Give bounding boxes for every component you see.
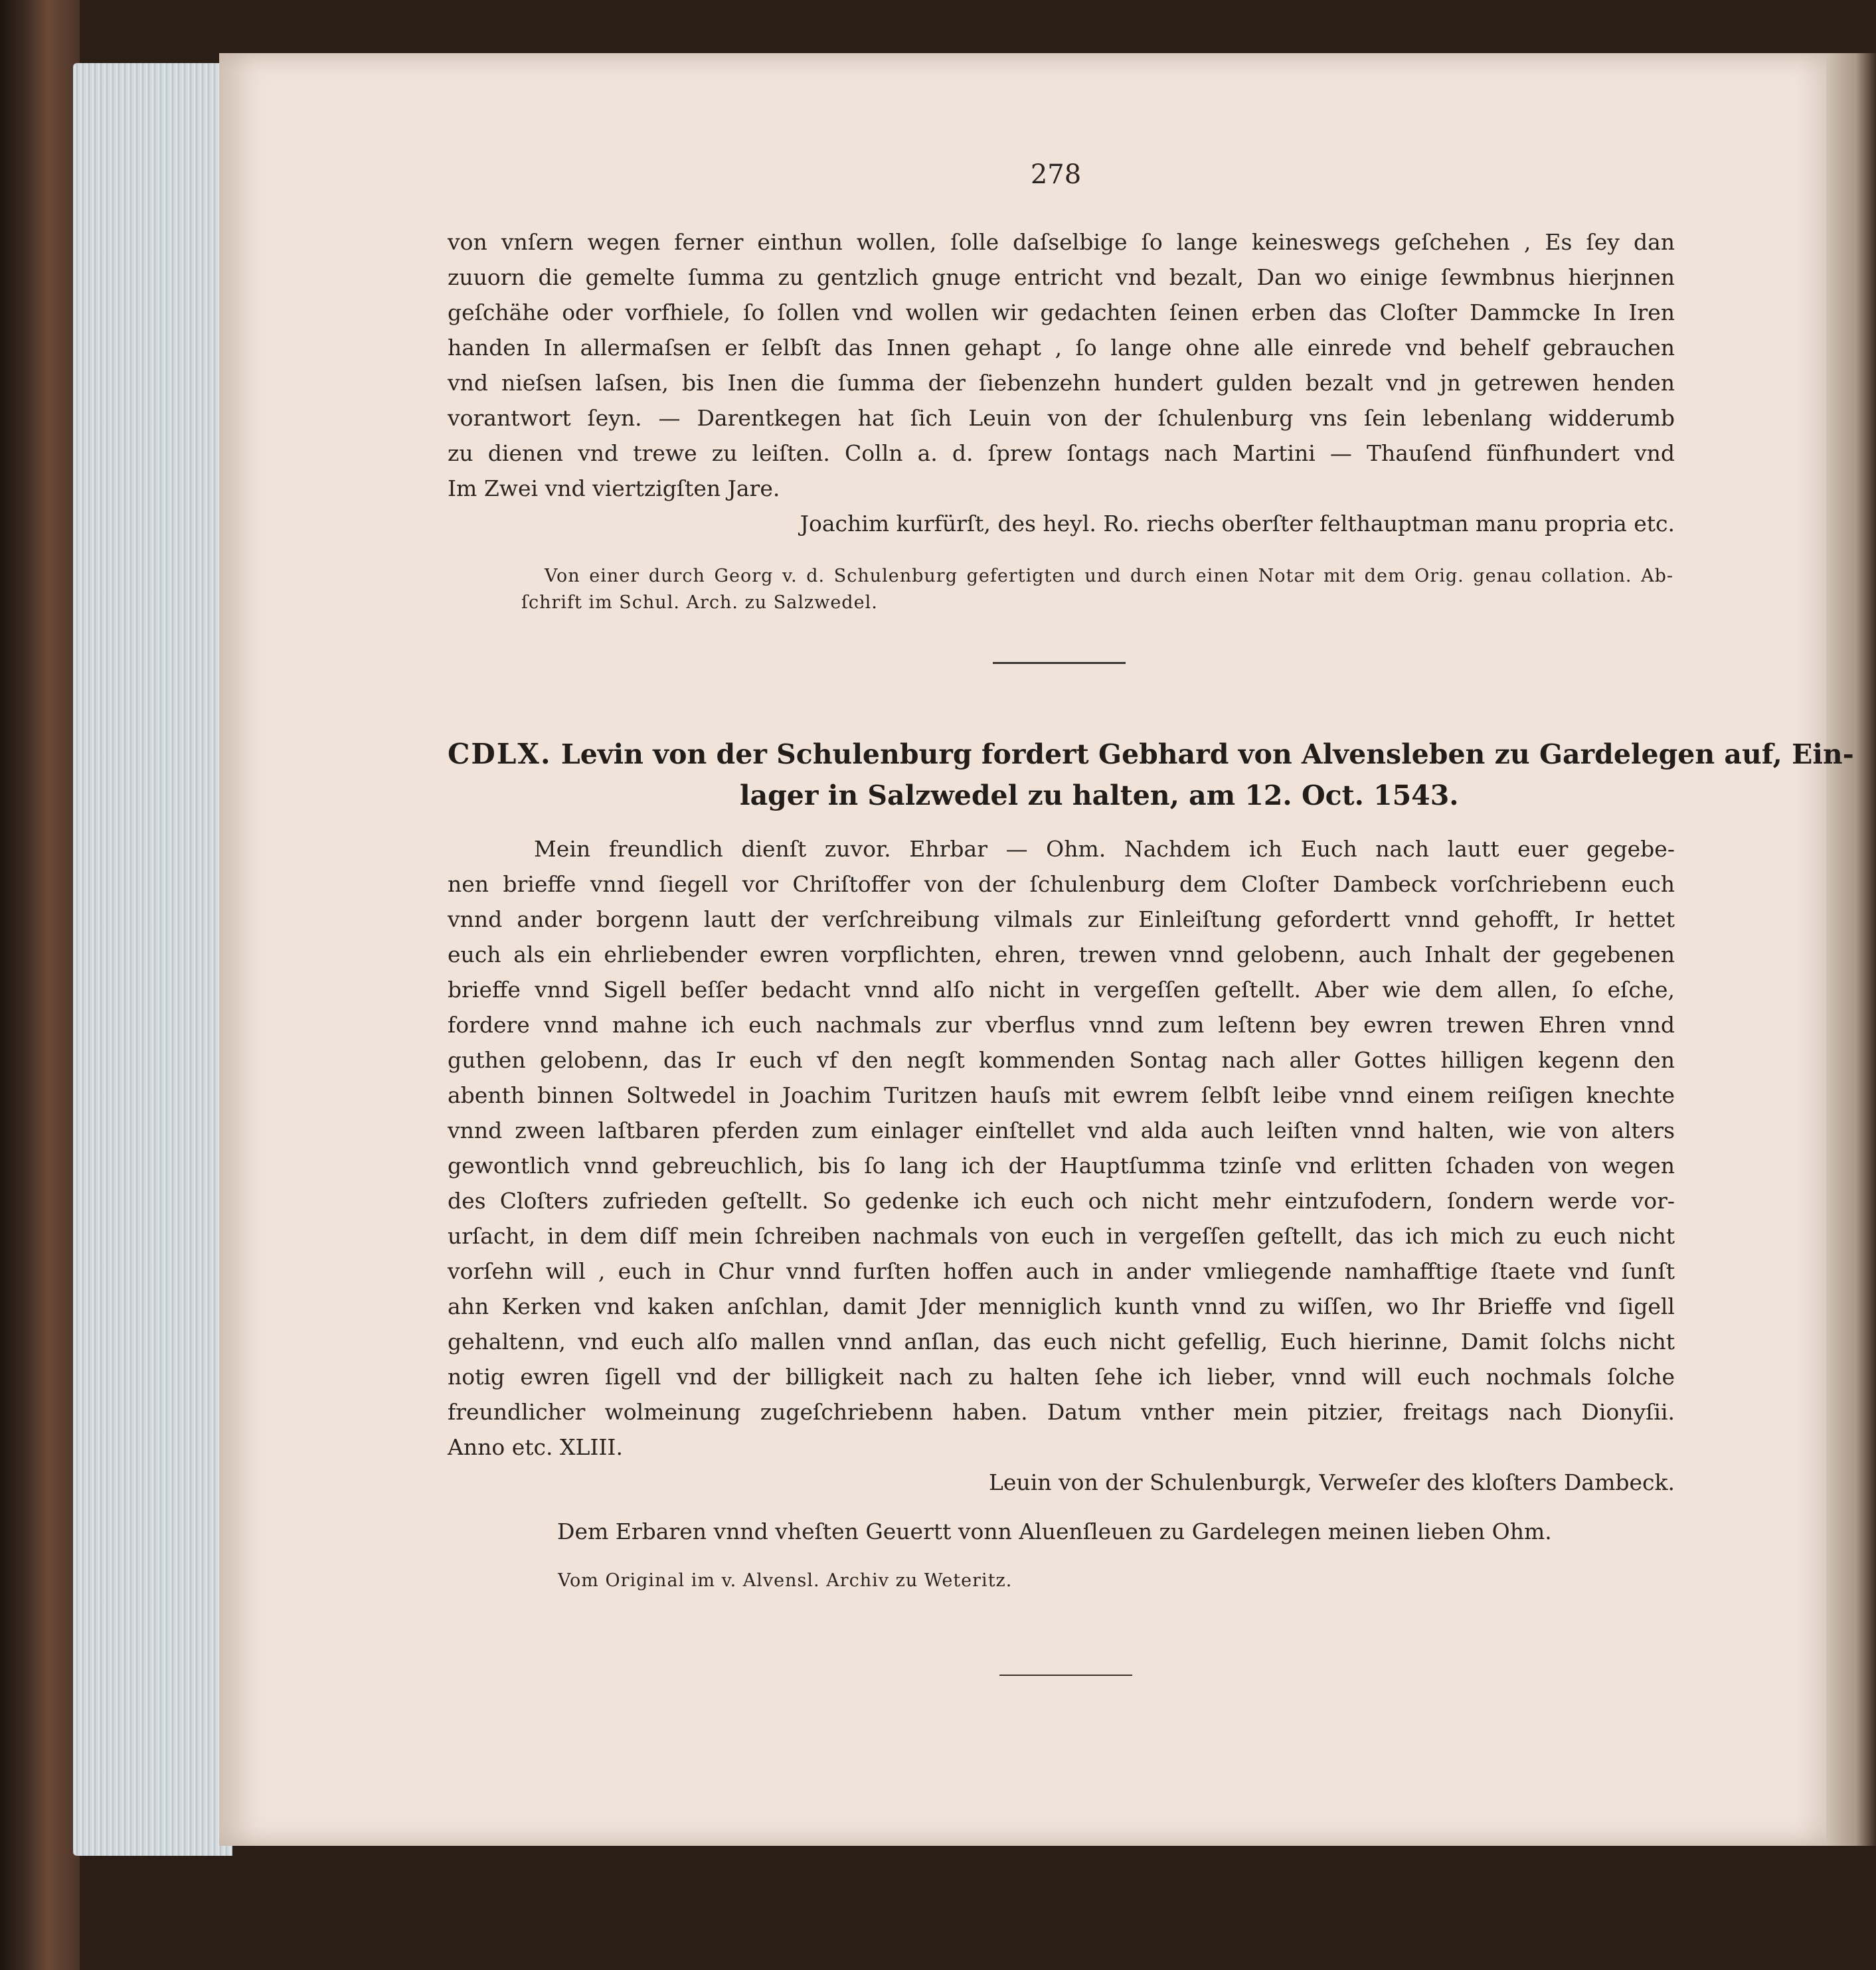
heading-line-2-wrap (448, 775, 1675, 816)
top-signature: Joachim kurfürſt, des heyl. Ro. riechs oberſter felthauptman manu propria etc. (800, 511, 1675, 536)
text-line: gehaltenn, vnd euch alſo mallen vnnd anſlan, das euch nicht gefellig, Euch hierinne, Damit ſolchs nicht (448, 1329, 1675, 1354)
text-line: notig ewren ſigell vnd der billigkeit nach zu halten ſehe ich lieber, vnnd will euch nochmals ſolche (448, 1364, 1675, 1390)
text-line: vnd nieſsen laſsen, bis Inen die ſumma der ſiebenzehn hundert gulden bezalt vnd jn getrewen henden (448, 370, 1675, 396)
text-line: nen brieffe vnnd ſiegell vor Chriſtoffer von der ſchulenburg dem Cloſter Dambeck vorſchriebenn euch (448, 871, 1675, 897)
page-number: 278 (1030, 159, 1082, 190)
section-heading (448, 734, 1854, 816)
letter-address-wrap (448, 1514, 1675, 1549)
bottom-note: Vom Original im v. Alvensl. Archiv zu Weteritz. (558, 1570, 1013, 1591)
text-line: gewontlich vnnd gebreuchlich, bis ſo lang ich der Hauptſumma tzinſe vnd erlitten ſchaden von wegen (448, 1153, 1675, 1179)
text-line: von vnſern wegen ferner einthun wollen, ſolle daſselbige ſo lange keineswegs geſchehen , Es ſey dan (448, 229, 1675, 255)
text-line: zuuorn die gemelte ſumma zu gentzlich gnuge entricht vnd bezalt, Dan wo einige ſewmbnus hierjnnen (448, 264, 1675, 290)
text-line: geſchähe oder vorfhiele, ſo ſollen vnd wollen wir gedachten ſeinen erben das Cloſter Dammcke In Iren (448, 299, 1675, 325)
text-line: zu dienen vnd trewe zu leiſten. Colln a. d. ſprew ſontags nach Martini — Thauſend fünfhundert vnd (448, 440, 1675, 466)
letter-signature-wrap (448, 1465, 1675, 1500)
text-line: guthen gelobenn, das Ir euch vf den negſt kommenden Sontag nach aller Gottes hilligen kegenn den (448, 1047, 1675, 1073)
text-line: vorantwort ſeyn. — Darentkegen hat ſich Leuin von der ſchulenburg vns ſein lebenlang widderumb (448, 405, 1675, 431)
text-line: ahn Kerken vnd kaken anſchlan, damit Jder menniglich kunth vnnd zu wiſſen, wo Ihr Brieffe vnd ſigell (448, 1293, 1675, 1319)
section-divider (993, 662, 1126, 664)
text-line: brieffe vnnd Sigell beſſer bedacht vnnd alſo nicht in vergeſſen geſtellt. Aber wie dem allen, ſo eſche, (448, 977, 1675, 1003)
heading-number: CDLX. (448, 738, 552, 770)
letter-signature: Leuin von der Schulenburgk, Verweſer des kloſters Dambeck. (989, 1469, 1675, 1495)
top-text-block (448, 224, 1675, 506)
heading-line-1: Levin von der Schulenburg fordert Gebhard von Alvensleben zu Gardelegen auf, Ein- (560, 738, 1854, 770)
facing-page-edge (1826, 53, 1876, 1846)
text-line: freundlicher wolmeinung zugeſchriebenn haben. Datum vnther mein pitzier, freitags nach Dionyſii. (448, 1399, 1675, 1425)
text-line: urſacht, in dem diſf mein ſchreiben nachmals von euch in vergeſſen geſtellt, das ich mich zu euch nicht (448, 1223, 1675, 1249)
heading-line-2: lager in Salzwedel zu halten, am 12. Oct. 1543. (740, 780, 1459, 811)
book-spine-edge (0, 0, 80, 1970)
text-line: Mein freundlich dienſt zuvor. Ehrbar — Ohm. Nachdem ich Euch nach lautt euer gegebe- (534, 836, 1675, 862)
text-line: handen In allermaſsen er ſelbſt das Innen gehapt , ſo lange ohne alle einrede vnd behelf gebrauchen (448, 335, 1675, 361)
text-line: Anno etc. XLIII. (448, 1434, 623, 1460)
text-line: vnnd ander borgenn lautt der verſchreibung vilmals zur Einleiſtung gefordertt vnnd gehofft, Ir hettet (448, 906, 1675, 932)
text-line: vorſehn will , euch in Chur vnnd furſten hoffen auch in ander vmliegende namhafftige ſtaete vnd ſunſt (448, 1258, 1675, 1284)
bottom-divider (999, 1675, 1132, 1676)
text-line: Im Zwei vnd viertzigſten Jare. (448, 475, 780, 501)
top-signature-wrap (448, 506, 1675, 541)
heading-line-1-wrap (448, 734, 1854, 775)
text-line: abenth binnen Soltwedel in Joachim Turitzen hauſs mit ewrem ſelbſt leibe vnnd einem reiſigen knechte (448, 1082, 1675, 1108)
top-note-line-1: Von einer durch Georg v. d. Schulenburg gefertigten und durch einen Notar mit dem Orig. genau collation. Ab- (545, 566, 1673, 586)
letter-text-block (448, 831, 1675, 1465)
text-line: des Cloſters zufrieden geſtellt. So gedenke ich euch och nicht mehr eintzufodern, ſondern werde vor- (448, 1188, 1675, 1214)
text-line: euch als ein ehrliebender ewren vorpflichten, ehren, trewen vnnd gelobenn, auch Inhalt der gegebenen (448, 942, 1675, 967)
text-line: fordere vnnd mahne ich euch nachmals zur vberflus vnnd zum leſtenn bey ewren trewen Ehren vnnd (448, 1012, 1675, 1038)
page-stack (73, 63, 232, 1856)
letter-address: Dem Erbaren vnnd vheſten Geuertt vonn Aluenſleuen zu Gardelegen meinen lieben Ohm. (557, 1519, 1552, 1544)
text-line: vnnd zween laſtbaren pferden zum einlager einſtellet vnd alda auch leiſten vnnd halten, wie von alters (448, 1117, 1675, 1143)
top-note-line-2: ſchrift im Schul. Arch. zu Salzwedel. (521, 592, 878, 613)
